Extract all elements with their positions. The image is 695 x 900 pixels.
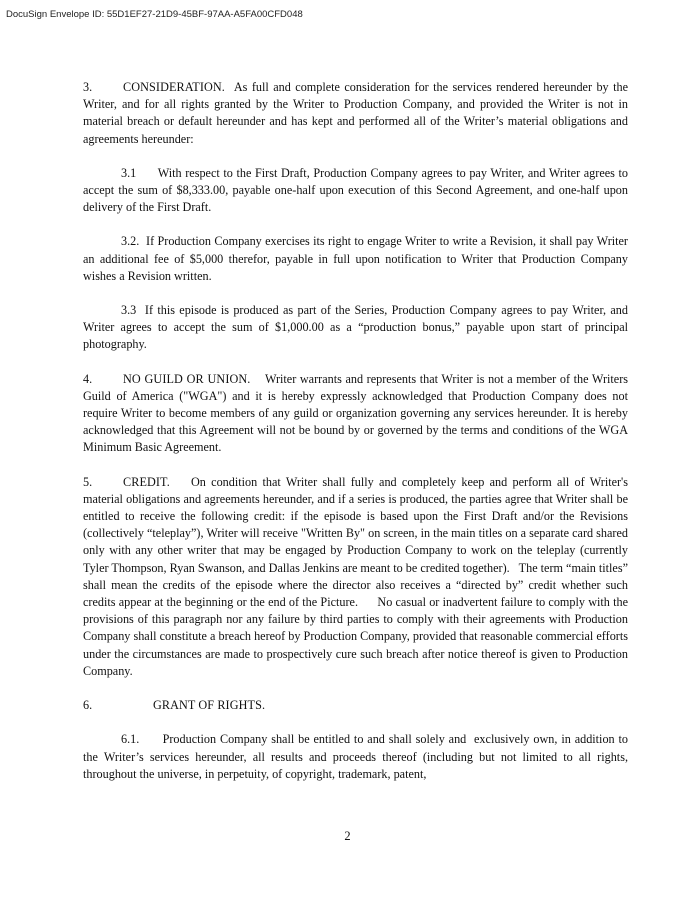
section-6-grant-of-rights bbox=[83, 697, 628, 714]
section-number: 6. bbox=[83, 698, 93, 713]
subsection-3-2: 3.2. If Production Company exercises its right to engage Writer to write a Revision, it shall pay Writer an additional fee of $5,000 therefor, payable in full upon notification to Writer that Production Company wishes a Revision written. bbox=[83, 234, 632, 283]
subsection-3-3: 3.3 If this episode is produced as part of the Series, Production Company agrees to pay Writer, and Writer agrees to accept the sum of $1,000.00 as a “production bonus,” payable upon start of principal photography. bbox=[83, 303, 632, 352]
docusign-envelope-id: DocuSign Envelope ID: 55D1EF27-21D9-45BF-97AA-A5FA00CFD048 bbox=[6, 9, 303, 20]
subsection-3-1: 3.1 With respect to the First Draft, Production Company agrees to pay Writer, and Writer agrees to accept the sum of $8,333.00, payable one-half upon execution of this Second Agreement, and one-half upon delivery of the First Draft. bbox=[83, 165, 632, 215]
section-text: Writer warrants and represents that Writer is not a member of the Writers Guild of America ("WGA") and it is hereby expressly acknowledged that Production Company does not require Writer to become members of any guild or organization governing any services hereunder. It is hereby acknowledged that this Agreement will not be bound by or governed by the terms and conditions of the WGA Minimum Basic Agreement. bbox=[83, 371, 628, 455]
subsection-6-1: 6.1. Production Company shall be entitled to and shall solely and exclusively own, in addition to the Writer’s services hereunder, all results and proceeds thereof (including but not limited to all rights, throughout the universe, in perpetuity, of copyright, trademark, patent, bbox=[83, 732, 632, 781]
section-heading: CONSIDERATION. bbox=[123, 80, 225, 94]
section-heading: NO GUILD OR UNION. bbox=[123, 371, 251, 386]
section-text: On condition that Writer shall fully and completely keep and perform all of Writer's material obligations and agreements hereunder, and if a series is produced, the parties agree that Writer shall be entitled to receive the following credit: if the episode is based upon the First Draft and/or the Revisions (collectively “teleplay”), Writer will receive "Written By" on screen, in the main titles on a separate card shared only with any other writer that may be engaged by Production Company to work on the teleplay (currently Tyler Thompson, Ryan Swanson, and Dallas Jenkins are meant to be credited together). The term “main titles” shall mean the credits of the episode where the director also receives a “directed by” credit whether such credits appear at the beginning or the end of the Picture. No casual or inadvertent failure to comply with the provisions of this paragraph nor any failure by third parties to comply with their agreements with Production Company shall constitute a breach hereof by Production Company, provided that reasonable commercial efforts under the circumstances are made to prospectively cure such breach after notice thereof is given to Production Company. bbox=[83, 474, 635, 678]
document-body bbox=[83, 79, 635, 783]
section-heading: CREDIT. bbox=[123, 474, 170, 489]
section-number: 3. bbox=[83, 80, 93, 94]
section-heading: GRANT OF RIGHTS. bbox=[153, 698, 266, 713]
section-3-consideration bbox=[83, 79, 628, 148]
section-number: 5. bbox=[83, 474, 93, 489]
section-5-credit bbox=[83, 474, 635, 680]
section-text: As full and complete consideration for the services rendered hereunder by the Writer, and for all rights granted by the Writer to Production Company, and provided the Writer is not in material breach or default hereunder and has kept and performed all of the Writer’s material obligations and agreements hereunder: bbox=[83, 80, 628, 146]
section-4-no-guild bbox=[83, 371, 628, 457]
page-number: 2 bbox=[344, 829, 351, 843]
section-number: 4. bbox=[83, 371, 93, 386]
